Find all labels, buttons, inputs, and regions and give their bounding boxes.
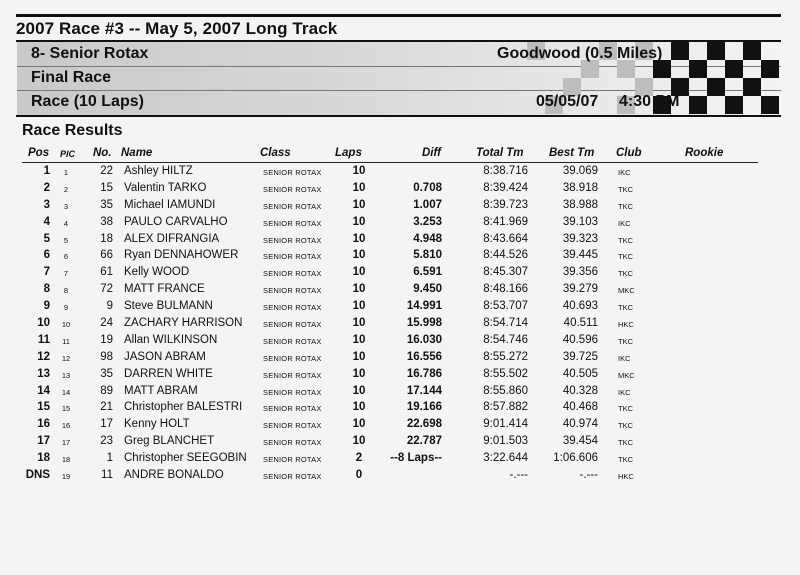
kart-number-cell: 72 (100, 283, 113, 296)
kart-number-cell: 98 (100, 350, 113, 363)
laps-cell: 10 (352, 350, 366, 363)
kart-number-cell: 9 (106, 300, 113, 313)
total-time-cell: 8:39.424 (483, 181, 528, 194)
laps-cell: 10 (352, 249, 366, 262)
position-cell: 2 (43, 181, 50, 194)
result-row (0, 232, 800, 249)
laps-cell: 10 (352, 333, 366, 346)
best-time-cell: 40.511 (563, 317, 598, 330)
driver-name-cell: ALEX DIFRANGIA (124, 232, 220, 245)
col-header-name: Name (121, 147, 153, 159)
result-row (0, 248, 800, 265)
driver-name-cell: JASON ABRAM (124, 350, 206, 363)
checker-square (689, 60, 707, 78)
position-cell: DNS (25, 469, 50, 482)
total-time-cell: 9:01.503 (483, 435, 528, 448)
position-cell: 8 (43, 283, 50, 296)
class-cell: SENIOR ROTAX (263, 336, 322, 346)
position-cell: 10 (37, 317, 50, 330)
club-cell: HKC (618, 320, 634, 330)
banner-rule (16, 115, 781, 117)
club-cell: HKC (618, 472, 634, 482)
diff-cell: 16.556 (406, 350, 442, 363)
kart-number-cell: 24 (100, 317, 113, 330)
header-rule (22, 162, 758, 163)
position-cell: 16 (37, 418, 50, 431)
result-row (0, 400, 800, 417)
pic-cell: 6 (63, 252, 69, 262)
pic-cell: 12 (61, 353, 71, 363)
best-time-cell: 39.069 (562, 165, 598, 177)
class-cell: SENIOR ROTAX (263, 184, 322, 194)
class-cell: SENIOR ROTAX (263, 168, 322, 177)
result-row (0, 417, 800, 434)
driver-name-cell: Valentin TARKO (124, 181, 207, 194)
class-cell: SENIOR ROTAX (263, 404, 322, 414)
col-header-pic: PIC (60, 149, 76, 159)
pic-cell: 2 (63, 184, 69, 194)
best-time-cell: 40.505 (562, 367, 598, 380)
position-cell: 9 (43, 300, 50, 313)
col-header-total: Total Tm (476, 147, 524, 159)
laps-cell: 10 (352, 367, 366, 380)
driver-name-cell: Christopher BALESTRI (124, 401, 243, 414)
club-cell: IKC (618, 387, 631, 397)
diff-cell: 6.591 (413, 266, 442, 279)
laps-cell: 10 (352, 401, 366, 414)
best-time-cell: 39.445 (562, 249, 598, 262)
kart-number-cell: 21 (100, 401, 113, 414)
track-name: Goodwood (0.5 Miles) (497, 45, 663, 62)
result-row (0, 316, 800, 333)
total-time-cell: -.--- (509, 469, 528, 482)
driver-name-cell: Allan WILKINSON (124, 333, 218, 346)
total-time-cell: 8:44.526 (483, 249, 528, 262)
kart-number-cell: 35 (100, 367, 113, 380)
class-cell: SENIOR ROTAX (263, 421, 322, 431)
total-time-cell: 8:55.272 (483, 350, 528, 363)
position-cell: 15 (37, 401, 50, 414)
driver-name-cell: ANDRE BONALDO (124, 469, 224, 482)
result-row (0, 384, 800, 401)
club-cell: MKC (618, 286, 635, 296)
class-cell: SENIOR ROTAX (263, 252, 322, 262)
diff-cell: 19.166 (406, 401, 442, 414)
best-time-cell: 39.356 (562, 266, 598, 279)
result-row (0, 282, 800, 299)
driver-name-cell: DARREN WHITE (124, 367, 213, 380)
race-banner (17, 42, 781, 115)
section-title: Race Results (22, 122, 123, 139)
kart-number-cell: 89 (100, 384, 113, 397)
best-time-cell: 39.725 (562, 350, 598, 363)
best-time-cell: 39.323 (562, 232, 598, 245)
club-cell: IKC (618, 353, 631, 363)
kart-number-cell: 35 (100, 198, 113, 211)
pic-cell: 16 (61, 421, 71, 431)
position-cell: 14 (37, 384, 50, 397)
class-cell: SENIOR ROTAX (263, 303, 322, 313)
col-header-no: No. (93, 147, 112, 159)
pic-cell: 8 (63, 286, 69, 296)
results-table (0, 164, 800, 485)
best-time-cell: 39.454 (562, 435, 598, 448)
total-time-cell: 8:57.882 (483, 401, 528, 414)
checker-square (761, 96, 779, 114)
result-row (0, 333, 800, 350)
pic-cell: 19 (61, 472, 71, 482)
result-row (0, 215, 800, 232)
club-cell: TKC (618, 269, 633, 279)
driver-name-cell: Greg BLANCHET (124, 435, 215, 448)
checker-square (707, 42, 725, 60)
laps-cell: 10 (352, 266, 366, 279)
result-row (0, 299, 800, 316)
race-date: 05/05/07 (536, 93, 599, 110)
total-time-cell: 8:53.707 (483, 300, 528, 313)
result-row (0, 367, 800, 384)
laps-cell: 10 (352, 418, 366, 431)
result-row (0, 265, 800, 282)
session-name: Final Race (31, 69, 112, 86)
club-cell: TKC (618, 421, 633, 431)
class-cell: SENIOR ROTAX (263, 472, 322, 482)
position-cell: 4 (43, 215, 50, 228)
result-row (0, 434, 800, 451)
club-cell: TKC (618, 404, 633, 414)
pic-cell: 17 (61, 438, 71, 448)
class-cell: SENIOR ROTAX (263, 438, 322, 448)
club-cell: TKC (618, 252, 633, 262)
col-header-diff: Diff (422, 147, 441, 159)
col-header-best: Best Tm (549, 147, 595, 159)
pic-cell: 7 (63, 269, 69, 279)
diff-cell: 22.698 (406, 418, 442, 431)
top-rule (16, 14, 781, 17)
laps-cell: 0 (355, 469, 363, 482)
position-cell: 18 (37, 452, 50, 465)
pic-cell: 5 (63, 235, 69, 245)
driver-name-cell: Steve BULMANN (124, 300, 213, 313)
diff-cell: --8 Laps-- (390, 452, 442, 465)
best-time-cell: 40.596 (562, 333, 598, 346)
pic-cell: 3 (63, 201, 69, 211)
kart-number-cell: 1 (106, 452, 113, 465)
laps-cell: 10 (352, 232, 366, 245)
total-time-cell: 8:38.716 (483, 165, 528, 177)
total-time-cell: 9:01.414 (483, 418, 528, 431)
pic-cell: 4 (63, 218, 69, 228)
driver-name-cell: Kelly WOOD (124, 266, 190, 279)
result-row (0, 451, 800, 468)
position-cell: 13 (37, 367, 50, 380)
best-time-cell: 40.974 (562, 418, 598, 431)
driver-name-cell: ZACHARY HARRISON (124, 317, 243, 330)
pic-cell: 13 (61, 370, 71, 380)
kart-number-cell: 38 (100, 215, 113, 228)
diff-cell: 14.991 (406, 300, 442, 313)
checker-square (707, 78, 725, 96)
total-time-cell: 8:41.969 (483, 215, 528, 228)
driver-name-cell: Kenny HOLT (124, 418, 190, 431)
laps-cell: 10 (352, 435, 366, 448)
club-cell: TKC (618, 336, 633, 346)
col-header-club: Club (616, 147, 642, 159)
diff-cell: 0.708 (413, 181, 442, 194)
laps-cell: 10 (352, 181, 366, 194)
col-header-class: Class (260, 147, 291, 159)
driver-name-cell: MATT ABRAM (124, 384, 198, 397)
pic-cell: 15 (61, 404, 71, 414)
pic-cell: 10 (61, 320, 71, 330)
driver-name-cell: Ashley HILTZ (124, 165, 193, 177)
event-title: 2007 Race #3 -- May 5, 2007 Long Track (16, 19, 338, 38)
col-header-laps: Laps (335, 147, 362, 159)
kart-number-cell: 23 (100, 435, 113, 448)
checker-square (743, 78, 761, 96)
diff-cell: 9.450 (413, 283, 442, 296)
total-time-cell: 8:39.723 (483, 198, 528, 211)
laps-cell: 2 (355, 452, 363, 465)
total-time-cell: 8:45.307 (483, 266, 528, 279)
position-cell: 6 (43, 249, 50, 262)
checker-square (689, 96, 707, 114)
class-line: 8- Senior Rotax (31, 45, 149, 62)
total-time-cell: 8:48.166 (483, 283, 528, 296)
pic-cell: 9 (63, 303, 69, 313)
result-row (0, 350, 800, 367)
total-time-cell: 8:55.502 (483, 367, 528, 380)
diff-cell: 16.030 (406, 333, 442, 346)
total-time-cell: 3:22.644 (483, 452, 528, 465)
pic-cell: 11 (62, 336, 70, 346)
diff-cell: 17.144 (406, 384, 442, 397)
club-cell: TKC (618, 438, 633, 448)
kart-number-cell: 17 (100, 418, 113, 431)
class-cell: SENIOR ROTAX (263, 370, 322, 380)
class-cell: SENIOR ROTAX (263, 269, 322, 279)
col-header-pos: Pos (28, 147, 50, 159)
laps-cell: 10 (352, 317, 366, 330)
kart-number-cell: 61 (100, 266, 113, 279)
laps-cell: 10 (352, 283, 366, 296)
col-header-rookie: Rookie (685, 147, 724, 159)
diff-cell: 5.810 (413, 249, 442, 262)
best-time-cell: 40.693 (562, 300, 598, 313)
checker-square (725, 96, 743, 114)
class-cell: SENIOR ROTAX (263, 455, 322, 465)
checker-square (761, 60, 779, 78)
best-time-cell: 39.279 (562, 283, 598, 296)
race-time: 4:30 PM (619, 93, 680, 110)
best-time-cell: 38.988 (562, 198, 598, 211)
club-cell: TKC (618, 303, 633, 313)
best-time-cell: -.--- (579, 469, 598, 482)
checker-square (671, 42, 689, 60)
pic-cell: 14 (61, 387, 71, 397)
kart-number-cell: 18 (100, 232, 113, 245)
driver-name-cell: Michael IAMUNDI (124, 198, 216, 211)
checker-square (743, 42, 761, 60)
pic-cell: 18 (61, 455, 71, 465)
driver-name-cell: Christopher SEEGOBIN (124, 452, 247, 465)
club-cell: IKC (618, 168, 631, 177)
checker-square (725, 60, 743, 78)
best-time-cell: 39.103 (562, 215, 598, 228)
total-time-cell: 8:54.714 (483, 317, 528, 330)
result-row (0, 181, 800, 198)
result-row (0, 164, 800, 181)
position-cell: 17 (37, 435, 50, 448)
kart-number-cell: 66 (100, 249, 113, 262)
total-time-cell: 8:54.746 (483, 333, 528, 346)
race-line: Race (10 Laps) (31, 93, 144, 110)
class-cell: SENIOR ROTAX (263, 286, 322, 296)
laps-cell: 10 (352, 165, 366, 177)
class-cell: SENIOR ROTAX (263, 201, 322, 211)
best-time-cell: 40.328 (562, 384, 598, 397)
position-cell: 1 (43, 165, 50, 177)
best-time-cell: 38.918 (562, 181, 598, 194)
kart-number-cell: 19 (100, 333, 113, 346)
best-time-cell: 40.468 (562, 401, 598, 414)
kart-number-cell: 11 (101, 469, 113, 482)
diff-cell: 22.787 (406, 435, 442, 448)
result-row (0, 198, 800, 215)
position-cell: 5 (43, 232, 50, 245)
best-time-cell: 1:06.606 (553, 452, 598, 465)
diff-cell: 4.948 (413, 232, 442, 245)
diff-cell: 1.007 (413, 198, 442, 211)
laps-cell: 10 (352, 198, 366, 211)
position-cell: 7 (43, 266, 50, 279)
kart-number-cell: 15 (100, 181, 113, 194)
total-time-cell: 8:43.664 (483, 232, 528, 245)
diff-cell: 3.253 (413, 215, 442, 228)
result-row (0, 468, 800, 485)
diff-cell: 15.998 (406, 317, 442, 330)
driver-name-cell: MATT FRANCE (124, 283, 205, 296)
diff-cell: 16.786 (406, 367, 442, 380)
laps-cell: 10 (352, 384, 366, 397)
class-cell: SENIOR ROTAX (263, 235, 322, 245)
driver-name-cell: Ryan DENNAHOWER (124, 249, 239, 262)
pic-cell: 1 (63, 168, 69, 177)
laps-cell: 10 (352, 215, 366, 228)
club-cell: TKC (618, 201, 633, 211)
class-cell: SENIOR ROTAX (263, 320, 322, 330)
club-cell: TKC (618, 455, 633, 465)
driver-name-cell: PAULO CARVALHO (124, 215, 228, 228)
position-cell: 12 (37, 350, 50, 363)
position-cell: 11 (37, 333, 50, 346)
class-cell: SENIOR ROTAX (263, 218, 322, 228)
class-cell: SENIOR ROTAX (263, 387, 322, 397)
position-cell: 3 (43, 198, 50, 211)
kart-number-cell: 22 (100, 165, 113, 177)
total-time-cell: 8:55.860 (483, 384, 528, 397)
club-cell: TKC (618, 184, 633, 194)
club-cell: MKC (618, 370, 635, 380)
class-cell: SENIOR ROTAX (263, 353, 322, 363)
laps-cell: 10 (352, 300, 366, 313)
club-cell: IKC (618, 218, 631, 228)
club-cell: TKC (618, 235, 633, 245)
